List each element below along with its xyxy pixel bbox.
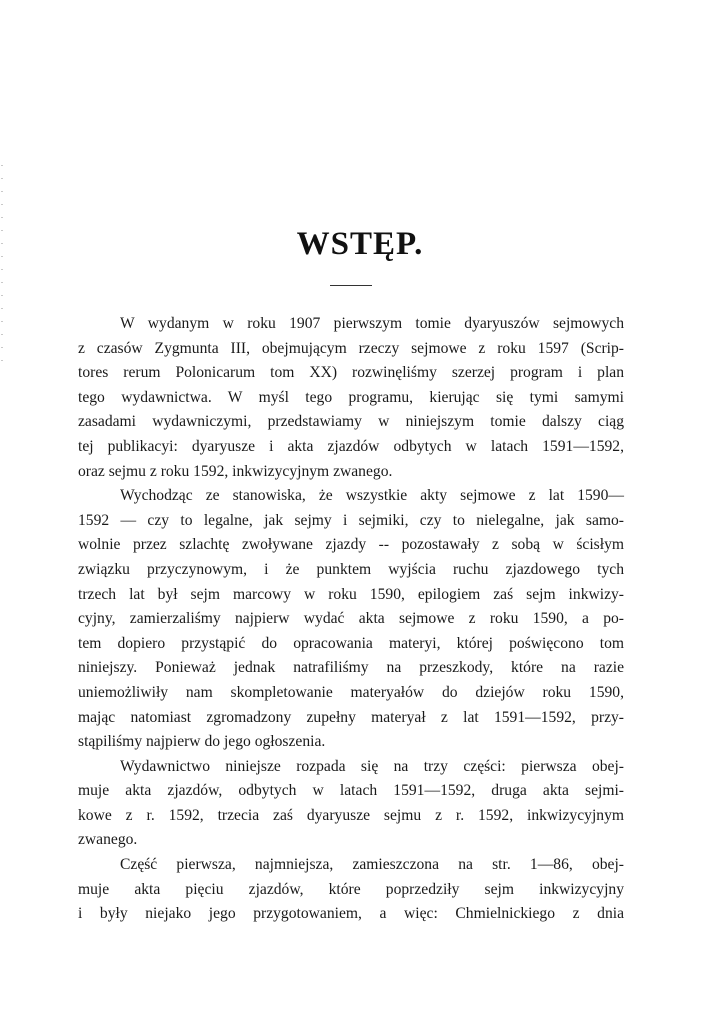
scan-edge-marks xyxy=(1,165,3,365)
text-line: trzech lat był sejm marcowy w roku 1590, epilogiem zaś sejm inkwizy- xyxy=(78,585,624,603)
text-line: mając natomiast zgromadzony zupełny materyał z lat 1591—1592, przy- xyxy=(78,708,624,726)
text-line: tem dopiero przystąpić do opracowania materyi, której poświęcono tom xyxy=(78,634,624,652)
text-line: wolnie przez szlachtę zwoływane zjazdy -- pozostawały z sobą w ścisłym xyxy=(78,536,624,554)
text-line: kowe z r. 1592, trzecia zaś dyaryusze sejmu z r. 1592, inkwizycyjnym xyxy=(78,806,624,824)
text-line: stąpiliśmy najpierw do jego ogłoszenia. xyxy=(78,733,326,751)
text-line: związku przyczynowym, i że punktem wyjścia ruchu zjazdowego tych xyxy=(78,560,624,578)
text-line: zasadami wydawniczymi, przedstawiamy w niniejszym tomie dalszy ciąg xyxy=(78,413,624,431)
text-line: i były niejako jego przygotowaniem, a więc: Chmielnickiego z dnia xyxy=(78,905,624,923)
text-line: cyjny, zamierzaliśmy najpierw wydać akta sejmowe z roku 1590, a po- xyxy=(78,610,624,628)
text-line: W wydanym w roku 1907 pierwszym tomie dyaryuszów sejmowych xyxy=(120,315,624,332)
page-title: WSTĘP. xyxy=(296,226,424,262)
title-divider xyxy=(330,285,372,286)
text-line: uniemożliwiły nam skompletowanie materyałów do dziejów roku 1590, xyxy=(78,683,624,701)
text-line: tej publikacyi: dyaryusze i akta zjazdów odbytych w latach 1591—1592, xyxy=(78,437,624,455)
text-line: muje akta zjazdów, odbytych w latach 1591—1592, druga akta sejmi- xyxy=(78,782,624,800)
text-line: Wychodząc ze stanowiska, że wszystkie akty sejmowe z lat 1590— xyxy=(120,487,624,505)
text-line: tores rerum Polonicarum tom XX) rozwinęliśmy szerzej program i plan xyxy=(78,364,624,382)
text-line: Wydawnictwo niniejsze rozpada się na trzy części: pierwsza obej- xyxy=(120,757,624,775)
text-line: Część pierwsza, najmniejsza, zamieszczona na str. 1—86, obej- xyxy=(120,856,624,874)
body-text xyxy=(78,312,624,927)
text-line: oraz sejmu z roku 1592, inkwizycyjnym zwanego. xyxy=(78,462,393,480)
text-line: 1592 — czy to legalne, jak sejmy i sejmiki, czy to nielegalne, jak samo- xyxy=(78,511,624,529)
text-line: zwanego. xyxy=(78,831,138,849)
text-line: muje akta pięciu zjazdów, które poprzedziły sejm inkwizycyjny xyxy=(78,880,624,898)
text-line: z czasów Zygmunta III, obejmującym rzeczy sejmowe z roku 1597 (Scrip- xyxy=(78,339,624,357)
text-line: niniejszy. Ponieważ jednak natrafiliśmy na przeszkody, które na razie xyxy=(78,659,624,677)
text-line: tego wydawnictwa. W myśl tego programu, kierując się tymi samymi xyxy=(78,388,624,406)
